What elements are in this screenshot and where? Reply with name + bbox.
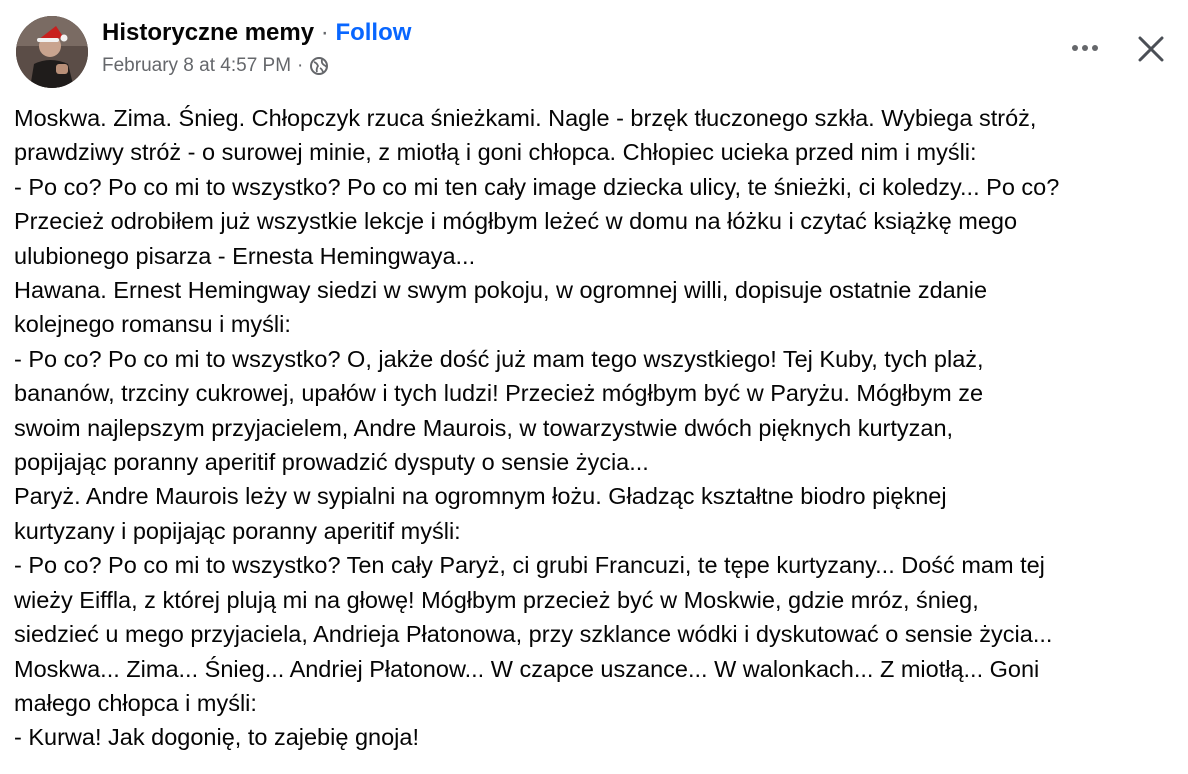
post-text-line: Hawana. Ernest Hemingway siedzi w swym pokoju, w ogromnej willi, dopisuje ostatnie zdanie (14, 277, 988, 304)
close-icon[interactable] (1136, 34, 1166, 64)
follow-separator: · (320, 19, 329, 46)
post-text-line: prawdziwy stróż - o surowej minie, z miotłą i goni chłopca. Chłopiec ucieka przed nim i myśli: (14, 139, 977, 166)
post-text-line: ulubionego pisarza - Ernesta Hemingwaya... (14, 242, 476, 269)
meta-separator: · (297, 55, 304, 76)
author-name[interactable]: Historyczne memy (102, 19, 315, 46)
post-text-line: popijając poranny aperitif prowadzić dysputy o sensie życia... (14, 449, 649, 476)
post-text-line: siedzieć u mego przyjaciela, Andrieja Płatonowa, przy szklance wódki i dyskutować o sensie życia... (14, 621, 1053, 648)
post-text-line: Przecież odrobiłem już wszystkie lekcje i mógłbym leżeć w domu na łóżku i czytać książkę mego (14, 208, 1018, 235)
post-header (14, 14, 1174, 90)
post-text (14, 101, 1180, 755)
author-line (102, 18, 411, 48)
post-text-line: Moskwa. Zima. Śnieg. Chłopczyk rzuca śnieżkami. Nagle - brzęk tłuczonego szkła. Wybiega stróż, (14, 105, 1037, 131)
post-text-line: swoim najlepszym przyjacielem, Andre Maurois, w towarzystwie dwóch pięknych kurtyzan, (14, 414, 954, 441)
more-horizontal-icon[interactable] (1068, 38, 1102, 58)
author-block (102, 18, 411, 78)
post-text-line: bananów, trzciny cukrowej, upałów i tych ludzi! Przecież mógłbym być w Paryżu. Mógłbym ze (14, 380, 984, 407)
follow-button[interactable]: Follow (335, 19, 412, 46)
post-text-line: - Po co? Po co mi to wszystko? Ten cały Paryż, ci grubi Francuzi, te tępe kurtyzany... Dość mam tej (14, 552, 1045, 579)
post-text-line: - Po co? Po co mi to wszystko? O, jakże dość już mam tego wszystkiego! Tej Kuby, tych plaż, (14, 345, 984, 372)
avatar[interactable] (16, 16, 88, 88)
post-text-line: kolejnego romansu i myśli: (14, 311, 291, 338)
post-text-line: małego chłopca i myśli: (14, 689, 257, 716)
post-text-line: - Po co? Po co mi to wszystko? Po co mi ten cały image dziecka ulicy, te śnieżki, ci koledzy... Po co? (14, 173, 1060, 200)
post-text-line: wieży Eiffla, z której plują mi na głowę! Mógłbym przecież być w Moskwie, gdzie mróz, śnieg, (14, 586, 979, 613)
post-timestamp[interactable]: February 8 at 4:57 PM (102, 55, 292, 76)
post-text-line: - Kurwa! Jak dogonię, to zajebię gnoja! (14, 724, 419, 751)
post-meta (102, 54, 411, 78)
avatar-image (16, 16, 88, 88)
post-text-line: Paryż. Andre Maurois leży w sypialni na ogromnym łożu. Gładząc kształtne biodro pięknej (14, 483, 947, 510)
globe-icon[interactable] (309, 56, 329, 76)
post-text-line: kurtyzany i popijając poranny aperitif myśli: (14, 517, 461, 544)
post-text-line: Moskwa... Zima... Śnieg... Andriej Płatonow... W czapce uszance... W walonkach... Z miotłą... Goni (14, 655, 1040, 682)
